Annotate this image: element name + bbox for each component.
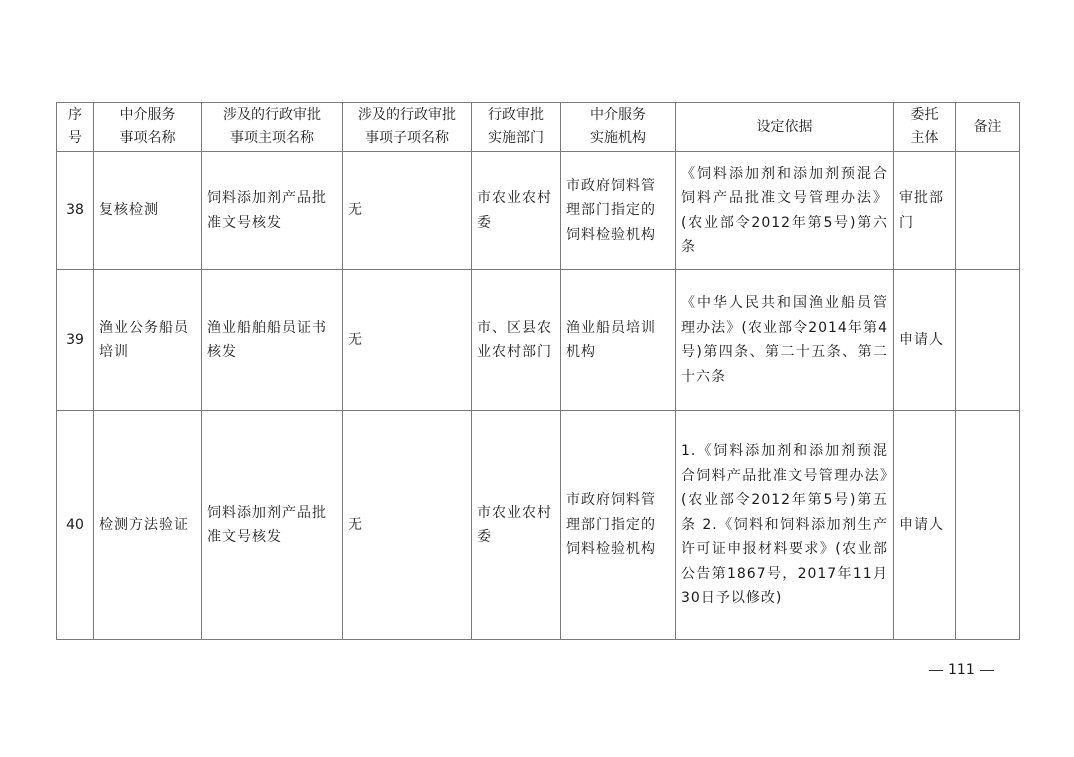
header-sub-item: 涉及的行政审批 事项子项名称 [343, 103, 472, 152]
cell-client: 申请人 [894, 270, 956, 411]
header-service-name: 中介服务 事项名称 [94, 103, 202, 152]
cell-seq: 40 [57, 411, 94, 640]
cell-service-name: 检测方法验证 [94, 411, 202, 640]
table-row [57, 152, 1020, 270]
header-main-item: 涉及的行政审批 事项主项名称 [202, 103, 343, 152]
cell-remark [956, 270, 1020, 411]
cell-agency: 市政府饲料管理部门指定的饲料检验机构 [561, 152, 676, 270]
header-basis: 设定依据 [676, 103, 894, 152]
cell-basis: 《饲料添加剂和添加剂预混合饲料产品批准文号管理办法》(农业部令2012年第5号)第六条 [676, 152, 894, 270]
table-header-row [57, 103, 1020, 152]
cell-client: 审批部门 [894, 152, 956, 270]
cell-service-name: 渔业公务船员培训 [94, 270, 202, 411]
cell-sub-item: 无 [343, 270, 472, 411]
cell-basis: 《中华人民共和国渔业船员管理办法》(农业部令2014年第4号)第四条、第二十五条、第二十六条 [676, 270, 894, 411]
header-seq: 序 号 [57, 103, 94, 152]
cell-basis: 1.《饲料添加剂和添加剂预混合饲料产品批准文号管理办法》(农业部令2012年第5号)第五条 2.《饲料和饲料添加剂生产许可证申报材料要求》(农业部公告第1867号，2017年11月30日予以修改) [676, 411, 894, 640]
header-agency: 中介服务 实施机构 [561, 103, 676, 152]
cell-dept: 市、区县农业农村部门 [472, 270, 561, 411]
cell-main-item: 渔业船舶船员证书核发 [202, 270, 343, 411]
cell-agency: 市政府饲料管理部门指定的饲料检验机构 [561, 411, 676, 640]
table-row [57, 270, 1020, 411]
cell-remark [956, 152, 1020, 270]
cell-client: 申请人 [894, 411, 956, 640]
cell-main-item: 饲料添加剂产品批准文号核发 [202, 152, 343, 270]
cell-seq: 39 [57, 270, 94, 411]
cell-main-item: 饲料添加剂产品批准文号核发 [202, 411, 343, 640]
cell-agency: 渔业船员培训机构 [561, 270, 676, 411]
table-row [57, 411, 1020, 640]
cell-seq: 38 [57, 152, 94, 270]
intermediary-services-table [56, 102, 1020, 640]
cell-sub-item: 无 [343, 152, 472, 270]
header-client: 委托 主体 [894, 103, 956, 152]
cell-dept: 市农业农村委 [472, 152, 561, 270]
page-number: 111 [924, 660, 999, 680]
cell-service-name: 复核检测 [94, 152, 202, 270]
cell-remark [956, 411, 1020, 640]
page-number-right-dash [980, 670, 994, 671]
header-dept: 行政审批 实施部门 [472, 103, 561, 152]
cell-dept: 市农业农村委 [472, 411, 561, 640]
cell-sub-item: 无 [343, 411, 472, 640]
page-number-left-dash [929, 670, 943, 671]
header-remark: 备注 [956, 103, 1020, 152]
